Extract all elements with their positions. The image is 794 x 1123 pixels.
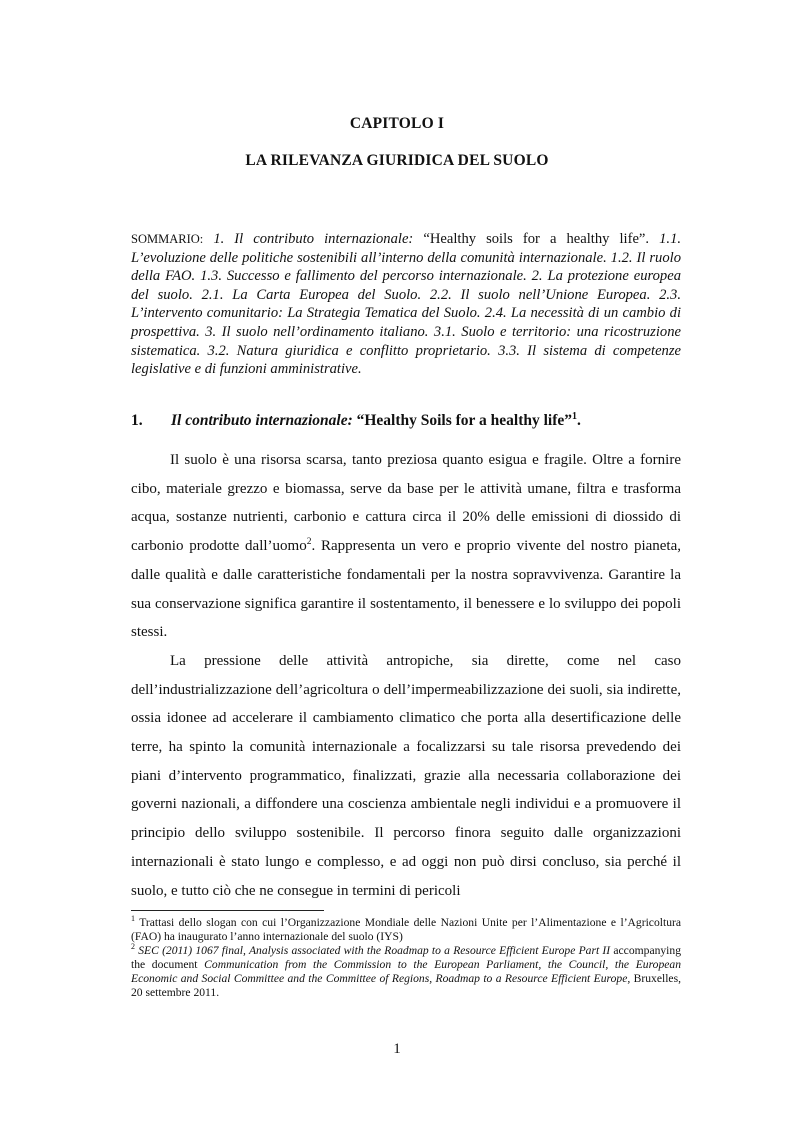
paragraph-2: La pressione delle attività antropiche, sia dirette, come nel caso dell’industrializzazione dell’agricoltura o dell’impermeabilizzazione dei suoli, sia indirette, ossia idonee ad accelerare il cambiamento climatico che porta alla desertificazione delle terre, ha spinto la comunità internazionale a focalizzarsi su tale risorsa prevedendo dei piani d’intervento programmatico, finalizzati, grazie alla necessaria collaborazione dei governi nazionali, a diffondere una coscienza ambientale negli individui e a promuovere il principio dello sviluppo sostenibile. Il percorso finora seguito dalle organizzazioni internazionali è stato lungo e complesso, e ad oggi non può dirsi concluso, sia perché il suolo, e tutto ciò che ne consegue in termini di pericoli (131, 652, 681, 899)
footnote-2-connector: accompanying the document (131, 944, 681, 972)
body-text (131, 446, 681, 905)
footnote-2-number: 2 (131, 942, 135, 952)
paragraph-1-text-a: Il suolo è una risorsa scarsa, tanto preziosa quanto esigua e fragile. Oltre a fornire cibo, materiale grezzo e biomassa, serve da base per le attività umane, filtra e trasforma acqua, sostanze nutrienti, carbonio e cattura circa il 20% delle emissioni di diossido di carbonio prodotte dall’uomo (131, 452, 681, 555)
chapter-title: LA RILEVANZA GIURIDICA DEL SUOLO (245, 152, 549, 169)
section-heading (131, 411, 691, 430)
section-number: 1. (131, 412, 143, 430)
section-title-italic: Il contributo internazionale: (171, 412, 353, 430)
summary-quote: “Healthy soils for a healthy life”. (423, 231, 650, 247)
section-title-quote: “Healthy Soils for a healthy life” (356, 412, 573, 430)
summary-item-1: 1. Il contributo internazionale: (213, 231, 414, 247)
footnote-1 (131, 916, 681, 944)
footnote-separator (131, 910, 324, 911)
footnote-1-text: Trattasi dello slogan con cui l’Organizzazione Mondiale delle Nazioni Unite per l’Alimentazione e l’Agricoltura (FAO) ha inaugurato l’anno internazionale del suolo (IYS) (131, 916, 681, 944)
footnotes (131, 916, 681, 1001)
summary-lead: SOMMARIO: (131, 232, 204, 246)
chapter-label: CAPITOLO I (349, 115, 445, 132)
footnote-1-number: 1 (131, 914, 135, 924)
summary-items: 1.1. L’evoluzione delle politiche sostenibili all’interno della comunità internazionale. 1.2. Il ruolo della FAO. 1.3. Successo e fallimento del percorso internazionale. 2. La protezione europea del suolo. 2.1. La Carta Europea del Suolo. 2.2. Il suolo nell’Unione Europea. 2.3. L’intervento comunitario: La Strategia Tematica del Suolo. 2.4. La necessità di un cambio di prospettiva. 3. Il suolo nell’ordinamento italiano. 3.1. Suolo e territorio: una ricostruzione sistematica. 3.2. Natura giuridica e conflitto proprietario. 3.3. Il sistema di competenze legislative e di funzioni amministrative. (131, 231, 682, 378)
page-number: 1 (393, 1041, 401, 1057)
footnote-2-citation: SEC (2011) 1067 final, Analysis associated with the Roadmap to a Resource Efficient Europe Part II (135, 944, 611, 958)
paragraph-1 (131, 446, 681, 647)
chapter-summary (131, 230, 681, 379)
footnote-2 (131, 944, 681, 1000)
section-title-end: . (577, 412, 581, 430)
footnote-ref-2: 2 (306, 537, 312, 548)
footnote-2-date: Bruxelles, 20 settembre 2011. (131, 972, 681, 1000)
paragraph-1-text-b: . Rappresenta un vero e proprio vivente del nostro pianeta, dalle qualità e dalle caratteristiche fondamentali per la nostra sopravvivenza. Garantire la sua conservazione significa garantire il sostentamento, il benessere e lo sviluppo dei popoli stessi. (131, 538, 682, 641)
footnote-2-document-title: Communication from the Commission to the European Parliament, the Council, the European Economic and Social Committee and the Committee of Regions, Roadmap to a Resource Efficient Europe, (131, 958, 681, 986)
footnote-ref-1: 1 (572, 411, 578, 422)
